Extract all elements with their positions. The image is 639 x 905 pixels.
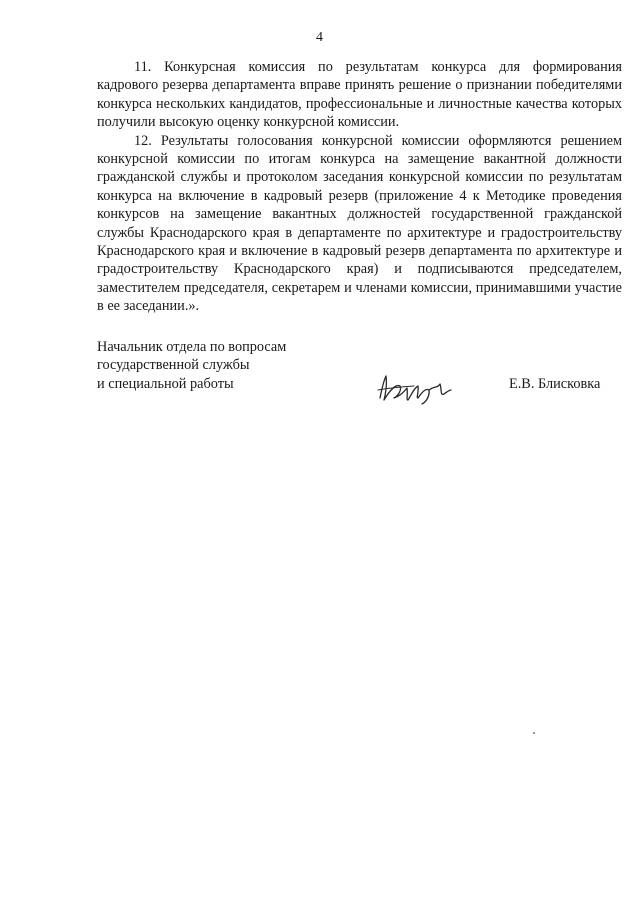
scan-speck: [533, 732, 535, 734]
handwritten-signature: [374, 370, 454, 406]
signer-position-line: и специальной работы: [97, 375, 234, 392]
signer-name: Е.В. Блисковка: [509, 376, 601, 392]
signer-position: [97, 338, 357, 393]
document-body: [97, 58, 622, 316]
signer-position-line: государственной службы: [97, 357, 250, 374]
paragraph-11: 11. Конкурсная комиссия по результатам конкурса для формирования кадрового резерва департамента вправе принять решение о признании победителями конкурса нескольких кандидатов, профессиональные и личностные качества которых получили высокую оценку конкурсной комиссии.: [97, 59, 622, 131]
signer-position-line: Начальник отдела по вопросам: [97, 339, 287, 355]
page-number: 4: [316, 30, 323, 45]
paragraph-12: 12. Результаты голосования конкурсной комиссии оформляются решением конкурсной комиссии по итогам конкурса на замещение вакантной должности гражданской службы и протоколом заседания конкурсной комиссии по результатам конкурса на включение в кадровый резерв (приложение 4 к Методике проведения конкурсов на замещение вакантных должностей государственной гражданской службы Краснодарского края в департаменте по архитектуре и градостроительству Краснодарского края и включение в кадровый резерв департамента по архитектуре и градостроительству Краснодарского края) и подписываются председателем, заместителем председателя, секретарем и членами комиссии, принимавшими участие в ее заседании.».: [97, 132, 622, 315]
